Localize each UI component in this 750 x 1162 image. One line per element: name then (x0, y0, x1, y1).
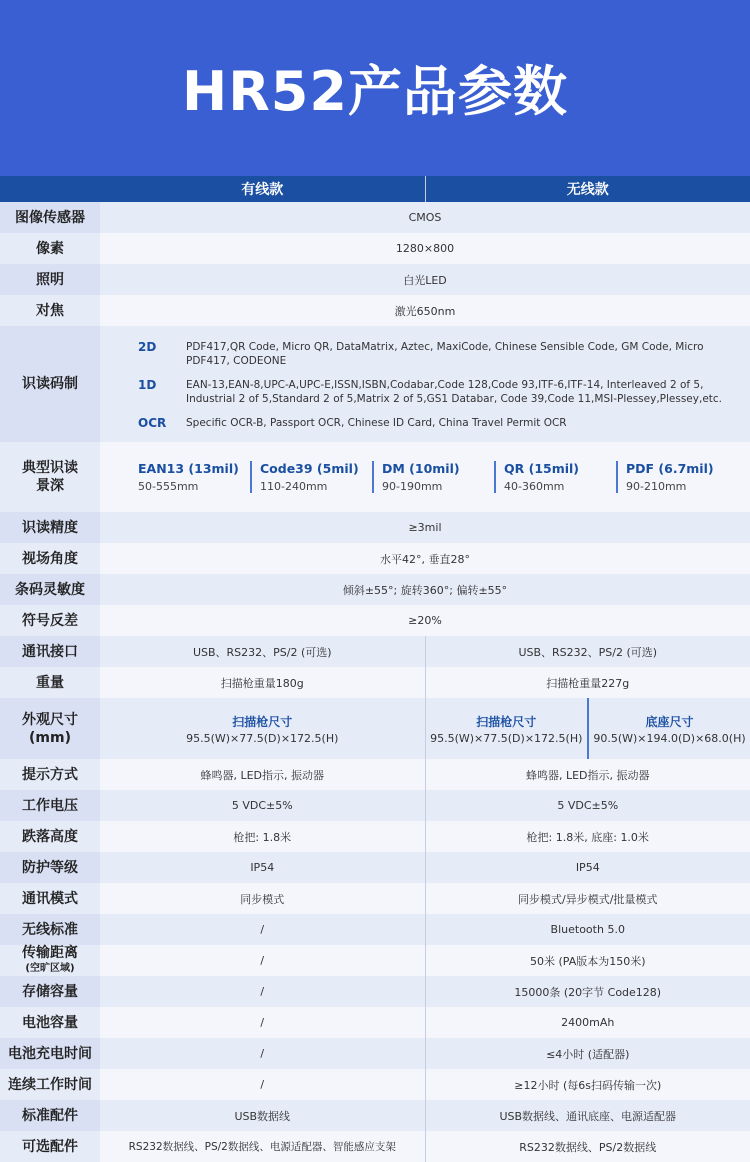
wireless-mode: 同步模式/异步模式/批量模式 (425, 883, 750, 914)
row-charge (0, 1038, 750, 1069)
wireless-wireless-std: Bluetooth 5.0 (425, 914, 750, 945)
row-std-acc (0, 1100, 750, 1131)
label-mode: 通讯模式 (0, 883, 100, 914)
wired-mode: 同步模式 (100, 883, 425, 914)
row-interface (0, 636, 750, 667)
label-protection: 防护等级 (0, 852, 100, 883)
row-light (0, 264, 750, 295)
header-wireless: 无线款 (425, 176, 750, 202)
depth-item (494, 461, 616, 493)
label-size: 外观尺寸 (mm) (0, 698, 100, 759)
wired-size (100, 698, 425, 759)
wireless-opt-acc: RS232数据线、PS/2数据线 (425, 1131, 750, 1162)
depth-item (138, 461, 250, 493)
row-pixel (0, 233, 750, 264)
row-protection (0, 852, 750, 883)
wireless-voltage: 5 VDC±5% (425, 790, 750, 821)
wireless-base-size (588, 698, 750, 759)
page-title: HR52产品参数 (182, 59, 568, 123)
depth-range: 90-210mm (626, 480, 687, 493)
wireless-gun-size (425, 698, 588, 759)
row-drop (0, 821, 750, 852)
depth-item (616, 461, 738, 493)
label-sensor: 图像传感器 (0, 202, 100, 233)
label-interface: 通讯接口 (0, 636, 100, 667)
row-prompt (0, 759, 750, 790)
code-row-2d (138, 340, 750, 368)
label-opt-acc: 可选配件 (0, 1131, 100, 1162)
spec-table (0, 176, 750, 1162)
value-light: 白光LED (100, 264, 750, 295)
wired-prompt: 蜂鸣器, LED指示, 振动器 (100, 759, 425, 790)
code-row-1d (138, 378, 750, 406)
code-value: EAN-13,EAN-8,UPC-A,UPC-E,ISSN,ISBN,Codabar,Code 128,Code 93,ITF-6,ITF-14, Interleaved 2 of 5, Industrial 2 of 5,Standard 2 of 5,Matrix 2 of 5,GS1 Databar, Code 39,Code 11,MSI-Plessey,Plessey,etc. (186, 379, 723, 405)
value-precision: ≥3mil (100, 512, 750, 543)
wired-battery: / (100, 1007, 425, 1038)
wireless-charge: ≤4小时 (适配器) (425, 1038, 750, 1069)
title-banner (0, 0, 750, 176)
label-distance-main: 传输距离 (22, 944, 78, 961)
wireless-protection: IP54 (425, 852, 750, 883)
wired-opt-acc: RS232数据线、PS/2数据线、电源适配器、智能感应支架 (100, 1131, 425, 1162)
label-codes: 识读码制 (0, 326, 100, 442)
wired-distance: / (100, 945, 425, 976)
wired-size-title: 扫描枪尺寸 (232, 714, 293, 729)
wired-protection: IP54 (100, 852, 425, 883)
wireless-interface: USB、RS232、PS/2 (可选) (425, 636, 750, 667)
depth-name: QR (15mil) (504, 461, 580, 476)
wired-std-acc: USB数据线 (100, 1100, 425, 1131)
row-distance (0, 945, 750, 976)
table-header (0, 176, 750, 202)
code-row-ocr (138, 416, 750, 430)
value-pixel: 1280×800 (100, 233, 750, 264)
row-sensitivity (0, 574, 750, 605)
row-opt-acc (0, 1131, 750, 1162)
label-depth: 典型识读 景深 (0, 442, 100, 512)
wired-interface: USB、RS232、PS/2 (可选) (100, 636, 425, 667)
value-angle: 水平42°, 垂直28° (100, 543, 750, 574)
label-drop: 跌落高度 (0, 821, 100, 852)
wireless-gun-size-value: 95.5(W)×77.5(D)×172.5(H) (430, 731, 583, 745)
row-focus (0, 295, 750, 326)
row-storage (0, 976, 750, 1007)
row-angle (0, 543, 750, 574)
row-precision (0, 512, 750, 543)
label-std-acc: 标准配件 (0, 1100, 100, 1131)
value-sensor: CMOS (100, 202, 750, 233)
wired-worktime: / (100, 1069, 425, 1100)
label-weight: 重量 (0, 667, 100, 698)
depth-name: DM (10mil) (382, 461, 460, 476)
wireless-storage: 15000条 (20字节 Code128) (425, 976, 750, 1007)
wired-storage: / (100, 976, 425, 1007)
value-depth (100, 442, 750, 512)
header-blank (0, 176, 100, 202)
wireless-gun-size-title: 扫描枪尺寸 (476, 714, 537, 729)
wireless-std-acc: USB数据线、通讯底座、电源适配器 (425, 1100, 750, 1131)
code-key: 2D (138, 340, 157, 354)
depth-range: 50-555mm (138, 480, 199, 493)
row-depth (0, 442, 750, 512)
row-mode (0, 883, 750, 914)
wireless-weight: 扫描枪重量227g (425, 667, 750, 698)
row-voltage (0, 790, 750, 821)
wireless-base-size-value: 90.5(W)×194.0(D)×68.0(H) (593, 731, 746, 745)
label-angle: 视场角度 (0, 543, 100, 574)
label-wireless-std: 无线标准 (0, 914, 100, 945)
header-wired: 有线款 (100, 176, 425, 202)
label-pixel: 像素 (0, 233, 100, 264)
label-prompt: 提示方式 (0, 759, 100, 790)
label-precision: 识读精度 (0, 512, 100, 543)
wireless-battery: 2400mAh (425, 1007, 750, 1038)
wireless-prompt: 蜂鸣器, LED指示, 振动器 (425, 759, 750, 790)
label-worktime: 连续工作时间 (0, 1069, 100, 1100)
label-distance-sub: (空旷区域) (25, 962, 75, 974)
label-charge: 电池充电时间 (0, 1038, 100, 1069)
depth-name: EAN13 (13mil) (138, 461, 239, 476)
row-worktime (0, 1069, 750, 1100)
value-sensitivity: 倾斜±55°; 旋转360°; 偏转±55° (100, 574, 750, 605)
row-contrast (0, 605, 750, 636)
row-codes (0, 326, 750, 442)
code-value: PDF417,QR Code, Micro QR, DataMatrix, Aztec, MaxiCode, Chinese Sensible Code, GM Code, Micro PDF417, CODEONE (186, 341, 704, 367)
row-battery (0, 1007, 750, 1038)
wireless-distance: 50米 (PA版本为150米) (425, 945, 750, 976)
wired-wireless-std: / (100, 914, 425, 945)
wired-drop: 枪把: 1.8米 (100, 821, 425, 852)
wireless-worktime: ≥12小时 (每6s扫码传输一次) (425, 1069, 750, 1100)
wired-charge: / (100, 1038, 425, 1069)
code-key: OCR (138, 416, 167, 430)
depth-range: 90-190mm (382, 480, 443, 493)
label-sensitivity: 条码灵敏度 (0, 574, 100, 605)
code-key: 1D (138, 378, 157, 392)
label-voltage: 工作电压 (0, 790, 100, 821)
wired-size-value: 95.5(W)×77.5(D)×172.5(H) (186, 731, 339, 745)
value-codes (100, 326, 750, 442)
depth-name: PDF (6.7mil) (626, 461, 714, 476)
wireless-drop: 枪把: 1.8米, 底座: 1.0米 (425, 821, 750, 852)
depth-range: 110-240mm (260, 480, 328, 493)
row-weight (0, 667, 750, 698)
wired-weight: 扫描枪重量180g (100, 667, 425, 698)
label-battery: 电池容量 (0, 1007, 100, 1038)
row-sensor (0, 202, 750, 233)
wired-voltage: 5 VDC±5% (100, 790, 425, 821)
row-size (0, 698, 750, 759)
depth-item (372, 461, 494, 493)
label-focus: 对焦 (0, 295, 100, 326)
label-storage: 存储容量 (0, 976, 100, 1007)
value-focus: 激光650nm (100, 295, 750, 326)
code-value: Specific OCR-B, Passport OCR, Chinese ID Card, China Travel Permit OCR (186, 417, 567, 429)
value-contrast: ≥20% (100, 605, 750, 636)
wireless-base-size-title: 底座尺寸 (645, 714, 694, 729)
depth-name: Code39 (5mil) (260, 461, 359, 476)
label-light: 照明 (0, 264, 100, 295)
depth-item (250, 461, 372, 493)
label-contrast: 符号反差 (0, 605, 100, 636)
depth-range: 40-360mm (504, 480, 565, 493)
row-wireless-std (0, 914, 750, 945)
label-distance (0, 945, 100, 976)
